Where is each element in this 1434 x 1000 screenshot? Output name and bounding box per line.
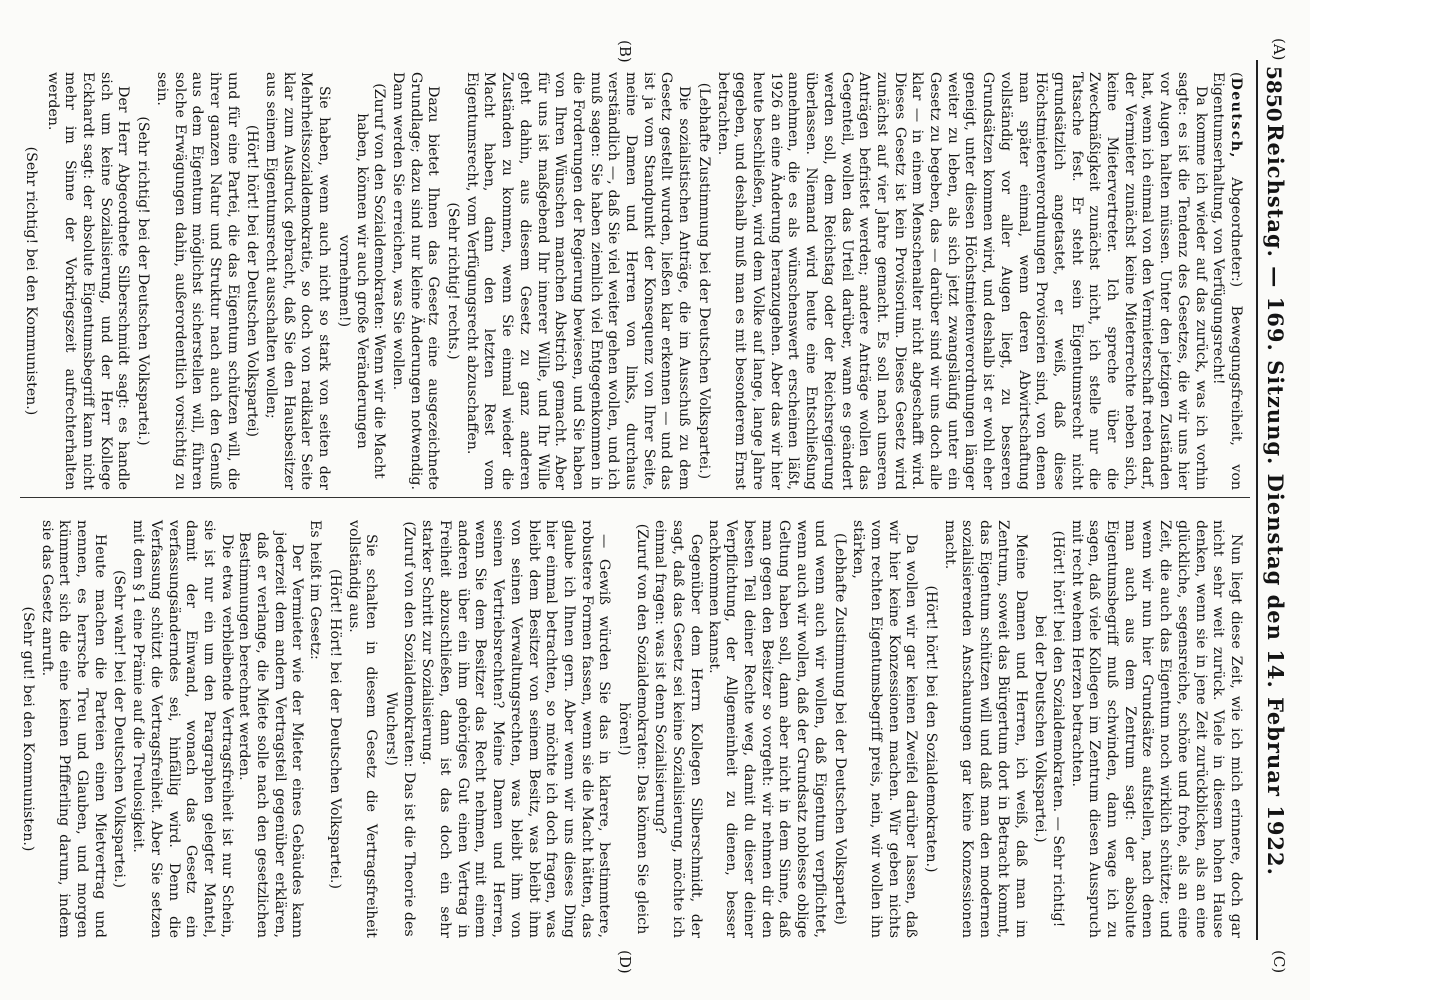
interjection: (Zuruf von den Sozialdemokraten: Das können Sie gleich hören!)	[616, 523, 650, 935]
speaker-paragraph: (Deutsch, Abgeordneter:) Bewegungsfreiheit, von Eigentumserhaltung, von Verfügungsrecht!	[1210, 72, 1244, 490]
speech-paragraph: Der Herr Abgeordnete Silberschmidt sagt: es handle sich um keine Sozialisierung, und der Herr Kollege Eckhardt sagt: der absolute Eigentumsbegriff kann nicht mehr im Sinne der Vorkriegszeit aufrechterhalten werden.	[44, 72, 132, 490]
interjection: (Hört! hört! bei den Sozialdemokraten.)	[923, 585, 940, 873]
page-title: Reichstag. — 169. Sitzung. Dienstag den 14. Februar 1922.	[1263, 124, 1288, 876]
speech-paragraph: Es heißt im Gesetz:	[307, 520, 324, 660]
left-column	[19, 72, 1244, 490]
column-divider	[20, 497, 1250, 498]
speech-paragraph: Dazu bietet Ihnen das Gesetz eine ausgezeichnete Grundlage; dazu sind nur kleine Änderungen notwendig. Dann werden Sie erreichen, was Sie wollen.	[389, 72, 442, 490]
interjection: (Hört! hört! bei der Deutschen Volkspartei)	[244, 124, 261, 438]
speech-paragraph: Gegenüber dem Herrn Kollegen Silberschmidt, der sagt, daß das Gesetz sei keine Sozialisierung, möchte ich einmal fragen: was ist denn Sozialisierung?	[652, 520, 704, 938]
interjection: (Sehr richtig! rechts.)	[445, 202, 462, 360]
page-header	[1256, 60, 1292, 940]
speech-paragraph: Die sozialistischen Anträge, die im Ausschuß zu dem Gesetz gestellt wurden, ließen klar erkennen — und das ist ja vom Standpunkt der Konsequenz von Ihrer Seite, meine Damen und Herren von links, durchaus verständlich —, daß Sie viel weiter gehen wollen, und ich muß sagen: Sie haben ziemlich viel Entgegenkommen in die Forderungen der Regierung bewiesen, und Sie haben von Ihren Wünschen manchen Abstrich gemacht. Aber für uns ist maßgebend Ihr innerer Wille, und Ihr Wille geht dahin, aus diesem Gesetz zu ganz anderen Zuständen zu kommen, wenn Sie einmal wieder die Macht haben, dann den letzten Rest vom Eigentumsrecht, vom Verfügungsrecht abzuschaffen.	[463, 72, 693, 490]
speech-paragraph: und wenn auch wir wollen, daß Eigentum verpflichtet, wenn auch wir wollen, daß der Grundsatz noblesse oblige Geltung haben soll, dann aber nicht in dem Sinne, daß man gegen den Besitzer so vorgeht: wir nehmen dir den besten Teil deiner Rechte weg, damit du dieser deiner Verpflichtung, der Allgemeinheit zu dienen, besser nachkommen kannst.	[705, 520, 828, 938]
speech-paragraph: und für eine Partei, die das Eigentum schützen will, die ihrer ganzen Natur und Struktur nach auch den Genuß aus dem Eigentum möglichst sicherstellen will, führen solche Erwägungen dahin, außerordentlich vorsichtig zu sein.	[153, 72, 241, 490]
interjection: (Zuruf von den Sozialdemokraten: Das ist die Theorie des Wuchers!)	[382, 521, 417, 937]
margin-letter-c: (C)	[1270, 950, 1288, 974]
speech-paragraph: Die etwa verbleibende Vertragsfreiheit ist nur Schein, sie ist nur ein um den Paragraphen gelegter Mantel, damit der Einwand, wonach das Gesetz ein verfassungsänderndes sei, hinfällig wird. Denn die Verfassung schützt die Vertragsfreiheit. Aber Sie setzen mit dem § 1 eine Prämie auf die Treulosigkeit.	[130, 520, 235, 938]
page-number: 5850	[1262, 66, 1286, 122]
interjection: (Hört! hört! bei den Sozialdemokraten. — Sehr richtig! bei der Deutschen Volkspartei.)	[1032, 530, 1066, 928]
interjection: (Lebhafte Zustimmung bei der Deutschen Volkspartei)	[831, 533, 848, 925]
speech-paragraph: Nun liegt diese Zeit, wie ich mich erinnere, doch gar nicht sehr weit zurück. Viele in diesem hohen Hause denken, wenn sie in jene Zeit zurückblicken, als an eine glückliche, segensreiche, schöne und frohe, als an eine Zeit, die auch das Eigentum noch wirklich schützte; und wenn wir nun hier Grundsätze aufstellen, nach denen man auch aus dem Zentrum sagt: der absolute Eigentumsbegriff muß schwinden, dann wage ich zu sagen, daß viele Kollegen im Zentrum diesen Ausspruch mit recht wehem Herzen betrachten.	[1068, 520, 1244, 938]
interjection: (Hört! Hört! bei der Deutschen Volkspartei.)	[326, 569, 343, 889]
interjection: (Lebhafte Zustimmung bei der Deutschen Volkspartei.)	[695, 82, 712, 480]
speech-paragraph: Bewegungsfreiheit, von Eigentumserhaltung, von Verfügungsrecht!	[1210, 72, 1244, 490]
speech-paragraph: Da komme ich wieder auf das zurück, was ich vorhin sagte: es ist die Tendenz des Gesetzes, die wir uns hier vor Augen halten müssen. Unter den jetzigen Zuständen hat, wenn ich einmal von den Vermieterschaft reden darf, der Vermieter zunächst keine Mieterrechte neben sich, keine Mietervertreter. Ich spreche über die Zweckmäßigkeit zunächst nicht, ich stelle nur die Tatsache fest. Er steht sein Eigentumsrecht nicht grundsätzlich angetastet, er weiß, daß diese Höchstmietenverordnungen Provisorien sind, von denen man später einmal, wenn deren Abwirtschaftung vollständig vor aller Augen liegt, zu besseren Grundsätzen kommen wird, und deshalb ist er wohl eher geneigt, unter diesen Höchstmietenverordnungen länger weiter zu leben, als sich jetzt zwangsläufig unter ein Gesetz zu begeben, das — darüber sind wir uns doch alle klar — in einem Menschenalter nicht abgeschafft wird. Dieses Gesetz ist kein Provisorium. Dieses Gesetz wird zunächst auf vier Jahre gemacht. Es soll nach unseren Anträgen befristet werden; andere Anträge wollen das Gegenteil, wollen das Urteil darüber, wann es geändert werden soll, dem Reichstag oder der Reichsregierung überlassen. Niemand wird heute eine Entschließung annehmen, die es als wünschenswert erscheinen läßt, 1926 an eine Änderung heranzugehen. Aber das wir hier heute beschließen, wird dem Volke auf lange, lange Jahre gegeben, und deshalb muß man es mit besonderem Ernst betrachten.	[714, 72, 1209, 490]
interjection: (Sehr richtig! bei der Deutschen Volkspartei.)	[135, 116, 152, 446]
speech-paragraph: Heute machen die Parteien einen Mietvertrag und nennen, es herrsche Treu und Glauben, und morgen kümmert sich die eine keinen Pfifferling darum, indem sie das Gesetz anruft.	[38, 520, 108, 938]
margin-letter-b: (B)	[616, 40, 634, 63]
speech-paragraph: — Gewiß würden Sie das in klarere, bestimmtere, robustere Formen fassen, wenn sie die Macht hätten, das glaube ich Ihnen gern. Aber wenn wir uns dieses Ding hier einmal betrachten, so möchte ich doch fragen, was bleibt dem Besitzer von seinem Besitz, was bleibt ihm von seinen Verwaltungsrechten, was bleibt ihm von seinen Vertriebsrechten? Meine Damen und Herren, wenn Sie dem Besitzer das Recht nehmen, mit einem anderen über ein ihm gehöriges Gut einen Vertrag in Freiheit abzuschließen, dann ist das doch ein sehr starker Schritt zur Sozialisierung.	[419, 520, 613, 938]
speech-paragraph: Sie schalten in diesem Gesetz die Vertragsfreiheit vollständig aus.	[345, 520, 380, 938]
margin-letter-d: (D)	[616, 950, 634, 974]
law-quote: Der Vermieter wie der Mieter eines Gebäudes kann jederzeit dem andern Vertragsteil gegenüber erklären, daß er verlange, die Miete solle nach den gesetzlichen Bestimmungen berechnet werden.	[236, 532, 306, 938]
interjection: (Sehr richtig! bei den Kommunisten.)	[22, 146, 39, 416]
speech-paragraph: Meine Damen und Herren, ich weiß, daß man im Zentrum, soweit das Bürgertum dort in Betracht kommt, das Eigentum schützen will und daß man den modernen sozialisierenden Anschauungen gar keine Konzessionen macht.	[941, 520, 1029, 938]
margin-letter-a: (A)	[1270, 38, 1288, 61]
speech-paragraph: Sie haben, wenn auch nicht so stark von seiten der Mehrheitssozialdemokratie, so doch von radikaler Seite klar zum Ausdruck gebracht, daß Sie den Hausbesitzer aus seinem Eigentumsrecht ausschalten wollen;	[263, 72, 333, 490]
interjection: (Sehr wahr! bei der Deutschen Volkspartei.)	[111, 569, 128, 889]
speaker-role: Abgeordneter:	[1228, 177, 1244, 282]
interjection: (Sehr gut! bei den Kommunisten.)	[19, 606, 36, 852]
right-column	[16, 520, 1244, 938]
speech-paragraph: Da wollen wir gar keinen Zweifel darüber lassen, daß wir hier keine Konzessionen machen. Wir geben nichts vom rechten Eigentumsbegriff preis, nein, wir wollen ihn stärken,	[850, 520, 920, 938]
speaker-name: Deutsch,	[1228, 77, 1244, 159]
interjection: (Zuruf von den Sozialdemokraten: Wenn wir die Macht haben, können wir auch große Veränderungen vornehmen!)	[335, 83, 388, 479]
